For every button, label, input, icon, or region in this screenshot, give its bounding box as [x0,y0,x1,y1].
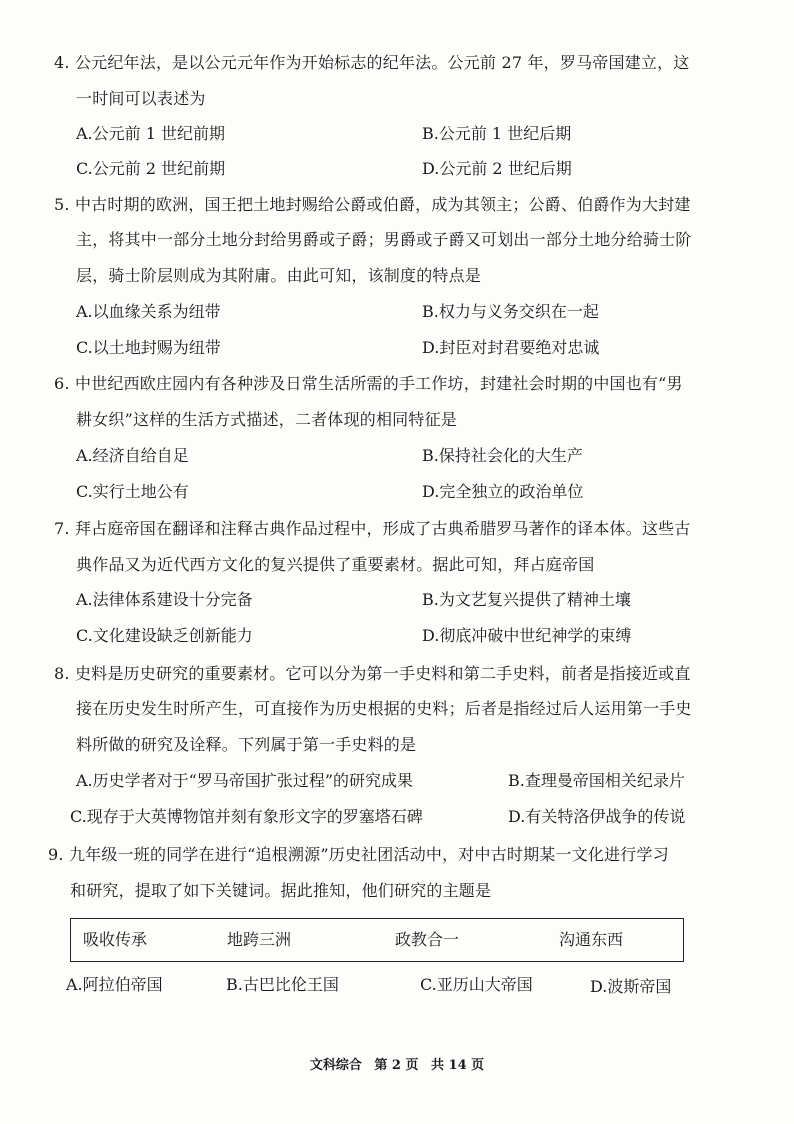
q6-option-b: B.保持社会化的大生产 [422,446,583,465]
q7-line-2: 典作品又为近代西方文化的复兴提供了重要素材。据此可知，拜占庭帝国 [76,555,595,574]
q9-option-a: A.阿拉伯帝国 [66,975,163,994]
q9-option-c: C.亚历山大帝国 [420,975,533,994]
q6-option-d: D.完全独立的政治单位 [422,482,584,501]
q5-option-a: A.以血缘关系为纽带 [76,302,221,321]
q9-line-1: 9. 九年级一班的同学在进行“追根溯源”历史社团活动中，对中古时期某一文化进行学习 [48,845,669,864]
q7-option-a: A.法律体系建设十分完备 [76,590,253,609]
q5-option-b: B.权力与义务交织在一起 [422,302,599,321]
keyword-1: 吸收传承 [83,930,148,949]
q6-line-1: 6. 中世纪西欧庄园内有各种涉及日常生活所需的手工作坊，封建社会时期的中国也有“男 [54,374,683,393]
q8-option-c: C.现存于大英博物馆并刻有象形文字的罗塞塔石碑 [70,807,423,826]
q5-line-1: 5. 中古时期的欧洲，国王把土地封赐给公爵或伯爵，成为其领主；公爵、伯爵作为大封建 [54,195,691,214]
keywords-box [70,918,684,962]
q6-option-c: C.实行土地公有 [76,482,189,501]
q8-line-3: 料所做的研究及诠释。下列属于第一手史料的是 [76,735,417,754]
q4-option-b: B.公元前 1 世纪后期 [422,124,572,143]
q6-line-2: 耕女织”这样的生活方式描述，二者体现的相同特征是 [76,410,457,429]
q6-option-a: A.经济自给自足 [76,446,189,465]
q8-line-1: 8. 史料是历史研究的重要素材。它可以分为第一手史料和第二手史料，前者是指接近或直 [54,664,691,683]
q7-option-b: B.为文艺复兴提供了精神土壤 [422,590,631,609]
q8-line-2: 接在历史发生时所产生，可直接作为历史根据的史料；后者是指经过后人运用第一手史 [76,699,692,718]
q8-option-b: B.查理曼帝国相关纪录片 [508,771,685,790]
q4-line-1: 4. 公元纪年法，是以公元元年作为开始标志的纪年法。公元前 27 年，罗马帝国建立，这 [54,53,690,72]
page-footer [0,1054,794,1073]
keyword-2: 地跨三洲 [227,930,292,949]
footer-page: 第 2 页 [374,1058,419,1073]
q9-option-b: B.古巴比伦王国 [226,975,339,994]
q4-option-a: A.公元前 1 世纪前期 [76,124,225,143]
q5-line-2: 主，将其中一部分土地分封给男爵或子爵；男爵或子爵又可划出一部分土地分给骑士阶 [76,230,692,249]
footer-total: 共 14 页 [431,1058,485,1073]
q7-line-1: 7. 拜占庭帝国在翻译和注释古典作品过程中，形成了古典希腊罗马著作的译本体。这些古 [54,519,691,538]
keyword-4: 沟通东西 [559,930,624,949]
q4-option-d: D.公元前 2 世纪后期 [422,159,572,178]
q8-option-a: A.历史学者对于“罗马帝国扩张过程”的研究成果 [76,771,414,790]
q5-option-c: C.以土地封赐为纽带 [76,338,221,357]
q5-option-d: D.封臣对封君要绝对忠诚 [422,338,600,357]
q8-option-d: D.有关特洛伊战争的传说 [508,807,686,826]
q9-line-2: 和研究，提取了如下关键词。据此推知，他们研究的主题是 [70,881,492,900]
q9-option-d: D.波斯帝国 [590,977,672,996]
q4-line-2: 一时间可以表述为 [76,89,206,108]
q7-option-d: D.彻底冲破中世纪神学的束缚 [422,626,632,645]
q4-option-c: C.公元前 2 世纪前期 [76,159,226,178]
q7-option-c: C.文化建设缺乏创新能力 [76,626,253,645]
footer-subject: 文科综合 [309,1058,362,1073]
keyword-3: 政教合一 [395,930,460,949]
q5-line-3: 层，骑士阶层则成为其附庸。由此可知，该制度的特点是 [76,266,482,285]
